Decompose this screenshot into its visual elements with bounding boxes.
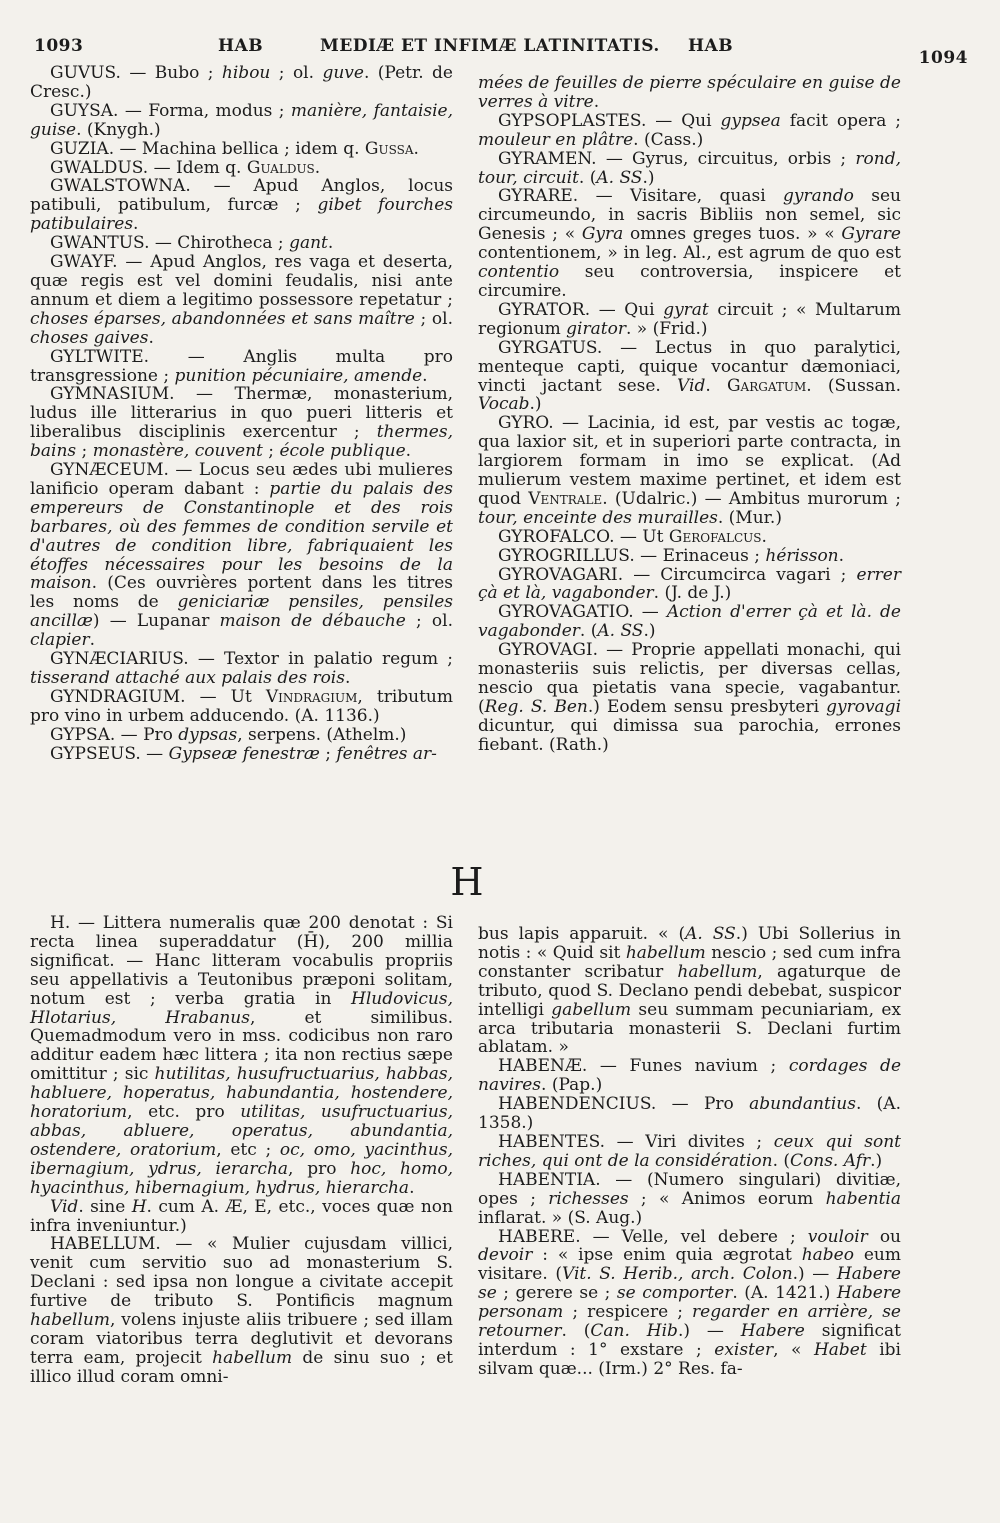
dictionary-entry: bus lapis apparuit. « (A. SS.) Ubi Sollerius in notis : « Quid sit habellum nescio ; sed cum infra constanter scribatur habellum, agaturque de tributo, quod S. Declano pendi debebat, suspicor intelligi gabellum seu summam pecuniariam, ex arca tributaria monasterii S. Declani furtim ablatam. » <box>478 924 901 1058</box>
dictionary-entry: GUYSA. — Forma, modus ; manière, fantaisie, guise. (Knygh.) <box>30 100 454 140</box>
dictionary-entry: GYMNASIUM. — Thermæ, monasterium, ludus ille litterarius in quo pueri litteris et liberalibus disciplinis exercentur ; thermes, bains ; monastère, couvent ; école publique. <box>30 384 453 462</box>
dictionary-entry: HABERE. — Velle, vel debere ; vouloir ou devoir : « ipse enim quia ægrotat habeo eum visitare. (Vit. S. Herib., arch. Colon.) — Habere se ; gerere se ; se comporter. (A. 1421.) Habere personam ; respicere ; regarder en arrière, se retourner. (Can. Hib.) — Habere significat interdum : 1° exstare ; exister, « Habet ibi silvam quæ... (Irm.) 2° Res. fa- <box>478 1226 902 1379</box>
dictionary-entry: GYRAMEN. — Gyrus, circuitus, orbis ; rond, tour, circuit. (A. SS.) <box>478 148 901 188</box>
dictionary-entry: HABENÆ. — Funes navium ; cordages de navires. (Pap.) <box>478 1056 901 1096</box>
dictionary-entry: GYRGATUS. — Lectus in quo paralytici, menteque capti, quique vocantur dæmoniaci, vincti jactant sese. Vid. Gargatum. (Sussan. Vocab.) <box>478 337 901 415</box>
column-top-left <box>30 64 453 764</box>
dictionary-entry: HABENTES. — Viri divites ; ceux qui sont riches, qui ont de la considération. (Cons. Afr.) <box>478 1131 902 1171</box>
dictionary-entry: GYRARE. — Visitare, quasi gyrando seu circumeundo, in sacris Bibliis non semel, sic Genesis ; « Gyra omnes greges tuos. » « Gyrare contentionem, » in leg. Al., est agrum de quo est contentio seu controversia, inspicere et circumire. <box>478 186 902 301</box>
dictionary-entry: GWANTUS. — Chirotheca ; gant. <box>50 233 334 254</box>
dictionary-entry: H. — Littera numeralis quæ 200 denotat : Si recta linea superaddatur (H̄), 200 millia significat. — Hanc litteram vocabulis propriis seu appellativis a Teutonibus præponi solitam, notum est ; verba gratia in Hludovicus, Hlotarius, Hrabanus, et similibus. Quemadmodum vero in mss. codicibus non raro additur eadem hæc littera ; ita non rectius sæpe omittitur ; sic hutilitas, husufructuarius, habbas, habluere, hoperatus, habundantia, hostendere, horatorium, etc. pro utilitas, usufructuarius, abbas, abluere, operatus, abundantia, ostendere, oratorium, etc ; oc, omo, yacinthus, ibernagium, ydrus, ierarcha, pro hoc, homo, hyacinthus, hibernagium, hydrus, hierarcha. <box>30 913 453 1198</box>
dictionary-entry: GYPSOPLASTES. — Qui gypsea facit opera ; mouleur en plâtre. (Cass.) <box>478 110 901 150</box>
dictionary-entry: GYNÆCIARIUS. — Textor in palatio regum ; tisserand attaché aux palais des rois. <box>30 649 453 688</box>
column-bottom-right <box>478 925 901 1379</box>
dictionary-entry: HABENDENCIUS. — Pro abundantius. (A. 1358.) <box>478 1094 901 1134</box>
dictionary-entry: mées de feuilles de pierre spéculaire en guise de verres à vitre. <box>478 73 901 112</box>
dictionary-entry: HABENTIA. — (Numero singulari) divitiæ, opes ; richesses ; « Animos eorum habentia inflarat. » (S. Aug.) <box>478 1169 901 1228</box>
dictionary-entry: GYRATOR. — Qui gyrat circuit ; « Multarum regionum girator. » (Frid.) <box>478 299 901 339</box>
header-title: MEDIÆ ET INFIMÆ LATINITATIS. <box>320 36 660 56</box>
dictionary-entry: GYROGRILLUS. — Erinaceus ; hérisson. <box>498 545 845 566</box>
section-letter-heading: H <box>450 860 484 904</box>
dictionary-entry: GYROFALCO. — Ut Gerofalcus. <box>498 526 767 547</box>
dictionary-entry: GWAYF. — Apud Anglos, res vaga et deserta, quæ regis est vel domini feudalis, nisi ante annum et diem a legitimo possessore repetatur ; choses éparses, abandonnées et sans maître ; ol. choses gaives. <box>30 252 453 348</box>
dictionary-entry: GYROVAGARI. — Circumcirca vagari ; errer çà et là, vagabonder. (J. de J.) <box>478 564 901 604</box>
dictionary-entry: GYROVAGI. — Proprie appellati monachi, qui monasteriis suis relictis, per diversas cellas, nescio qua pietatis vana specie, vagabantur. (Reg. S. Ben.) Eodem sensu presbyteri gyrovagi dicuntur, qui dimissa sua parochia, errones fiebant. (Rath.) <box>478 640 901 755</box>
dictionary-entry: GYLTWITE. — Anglis multa pro transgressione ; punition pécuniaire, amende. <box>30 346 453 386</box>
page-number-left: 1093 <box>34 36 84 56</box>
dictionary-entry: GWALSTOWNA. — Apud Anglos, locus patibuli, patibulum, furcæ ; gibet fourches patibulaires. <box>30 176 453 235</box>
dictionary-entry: GWALDUS. — Idem q. Gualdus. <box>50 157 321 178</box>
dictionary-entry: GYPSEUS. — Gypseæ fenestræ ; fenêtres ar- <box>50 743 437 764</box>
dictionary-entry: GYPSA. — Pro dypsas, serpens. (Athelm.) <box>50 724 407 745</box>
dictionary-entry: GYNDRAGIUM. — Ut Vindragium, tributum pro vino in urbem adducendo. (A. 1136.) <box>30 686 454 726</box>
dictionary-entry: Vid. sine H. cum A. Æ, E, etc., voces quæ non infra inveniuntur.) <box>30 1196 453 1236</box>
page-number-right: 1094 <box>918 48 968 68</box>
dictionary-entry: GUZIA. — Machina bellica ; idem q. Gussa. <box>50 138 419 159</box>
dictionary-entry: GYRO. — Lacinia, id est, par vestis ac togæ, qua laxior sit, et in superiori parte contracta, in largiorem formam in imo se explicat. (Ad mulierum vestem maxime pertinet, et idem est quod Ventrale. (Udalric.) — Ambitus murorum ; tour, enceinte des murailles. (Mur.) <box>478 413 902 528</box>
dictionary-entry: HABELLUM. — « Mulier cujusdam villici, venit cum servitio suo ad monasterium S. Declani : sed ipsa non longue a civitate accepit furtive de tributo S. Pontificis magnum habellum, volens injuste aliis tribuere ; sed illam coram viatoribus terra deglutivit et devorans terra eam, projecit habellum de sinu suo ; et illico illud coram omni- <box>30 1234 453 1387</box>
dictionary-entry: GYNÆCEUM. — Locus seu ædes ubi mulieres lanificio operam dabant : partie du palais des empereurs de Constantinople et des rois barbares, où des femmes de condition servile et d'autres de condition libre, fabriquaient les étoffes nécessaires pour les besoins de la maison. (Ces ouvrières portent dans les titres les noms de geniciariæ pensiles, pensiles ancillæ) — Lupanar maison de débauche ; ol. clapier. <box>30 460 453 651</box>
column-top-right <box>478 74 901 755</box>
column-bottom-left <box>30 914 453 1387</box>
running-header <box>32 36 972 68</box>
dictionary-entry: GUVUS. — Bubo ; hibou ; ol. guve. (Petr. de Cresc.) <box>30 63 453 102</box>
header-word-right: HAB <box>688 36 734 56</box>
dictionary-entry: GYROVAGATIO. — Action d'errer çà et là. de vagabonder. (A. SS.) <box>478 602 901 642</box>
header-word-left: HAB <box>218 36 264 56</box>
